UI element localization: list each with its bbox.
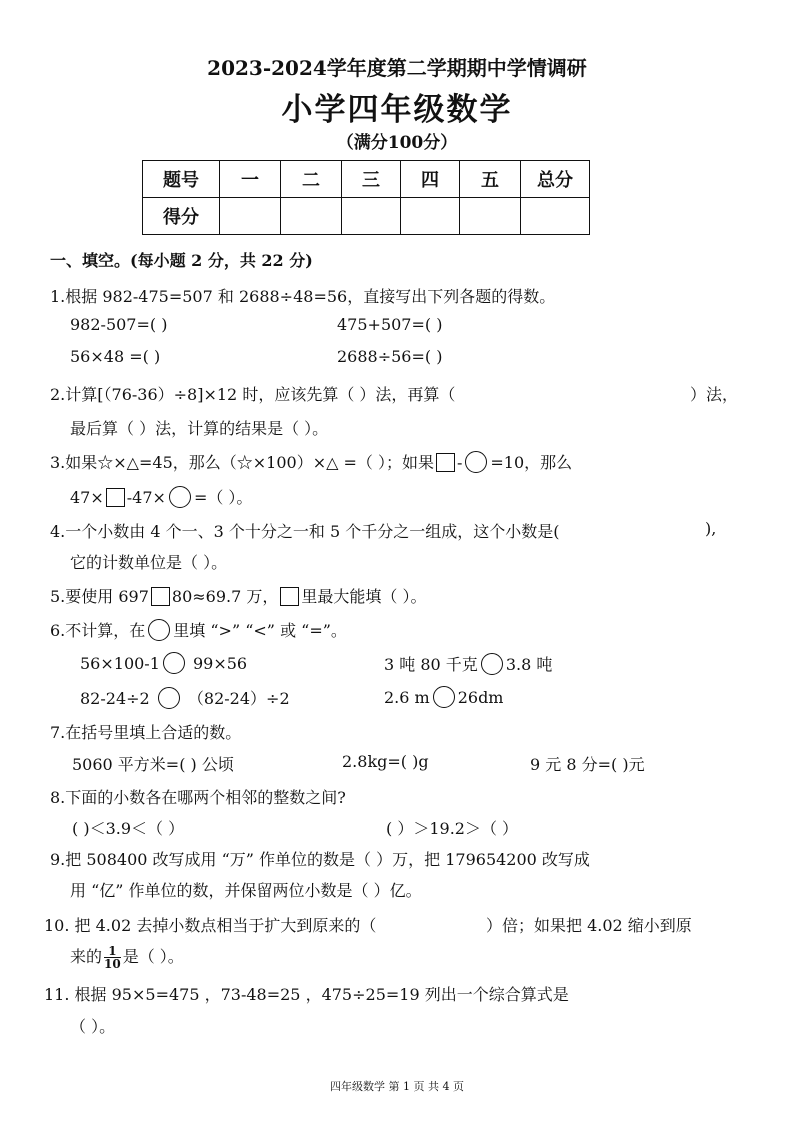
question-6-stem [50, 618, 347, 641]
expression: 2.6 m [384, 688, 430, 707]
question-7b: 2.8kg=( )g [342, 752, 429, 771]
score-table-cell: 三 [342, 161, 401, 198]
question-1b: 475+507=( ) [337, 315, 443, 334]
question-2-line1: 2.计算[（76-36）÷8]×12 时，应该先算（ ）法，再算（ [50, 385, 456, 404]
square-blank-icon [436, 453, 455, 472]
question-1c: 56×48 =( ) [70, 347, 161, 366]
circle-blank-icon [465, 451, 487, 473]
question-7c: 9 元 8 分=( )元 [530, 755, 645, 774]
fraction-denominator: 10 [104, 957, 121, 971]
question-4-line2: 它的计数单位是（ ）。 [70, 553, 228, 572]
question-2-line2: 最后算（ ）法，计算的结果是（ ）。 [70, 419, 329, 438]
question-6-text: 里填 “>” “<” 或 “=”。 [173, 621, 347, 640]
question-5-text: 里最大能填（ ）。 [301, 587, 427, 606]
question-1a: 982-507=( ) [70, 315, 168, 334]
question-2-line1-end: ）法， [690, 385, 739, 404]
question-6-text: 6.不计算，在 [50, 621, 146, 640]
question-3-text: -47× [126, 488, 166, 507]
circle-blank-icon [433, 686, 455, 708]
question-10-line2 [70, 944, 184, 970]
expression: 3 吨 80 千克 [384, 655, 478, 674]
circle-blank-icon [148, 619, 170, 641]
question-5-text: 80≈69.7 万， [171, 587, 279, 606]
page-title: 小学四年级数学 [281, 92, 513, 128]
question-3-text: 3.如果☆×△=45，那么（☆×100）×△ =（ ）；如果 [50, 453, 434, 472]
score-table-score-row [143, 198, 590, 235]
score-table-cell: 一 [220, 161, 281, 198]
score-table-cell: 得分 [143, 198, 220, 235]
score-input-cell[interactable] [281, 198, 342, 235]
square-blank-icon [280, 587, 299, 606]
expression: （82-24）÷2 [187, 689, 290, 708]
question-9-line1: 9.把 508400 改写成用 “万” 作单位的数是（ ）万，把 179654200 改写成 [50, 850, 590, 869]
score-input-cell[interactable] [401, 198, 460, 235]
question-4-line1: 4.一个小数由 4 个一、3 个十分之一和 5 个千分之一组成，这个小数是( [50, 522, 560, 541]
question-3-text: 47× [70, 488, 104, 507]
score-table-cell: 题号 [143, 161, 220, 198]
question-8-stem: 8.下面的小数各在哪两个相邻的整数之间? [50, 788, 346, 807]
score-input-cell[interactable] [342, 198, 401, 235]
question-3-line2 [70, 485, 252, 508]
section-title: 一、填空。(每小题 2 分，共 22 分) [50, 251, 313, 270]
page-footer: 四年级数学 第 1 页 共 4 页 [330, 1080, 464, 1093]
question-3-text: =（ ）。 [193, 488, 253, 507]
circle-blank-icon [481, 653, 503, 675]
score-table-cell: 总分 [521, 161, 590, 198]
question-9-line2: 用 “亿” 作单位的数，并保留两位小数是（ ）亿。 [70, 881, 422, 900]
score-input-cell[interactable] [220, 198, 281, 235]
question-1-stem: 1.根据 982-475=507 和 2688÷48=56，直接写出下列各题的得数。 [50, 287, 556, 306]
question-6-row2-right [384, 686, 503, 708]
score-table-header-row [143, 161, 590, 198]
question-7-stem: 7.在括号里填上合适的数。 [50, 723, 242, 742]
question-4-line1-end: ), [705, 519, 717, 538]
question-10-text: 是（ ）。 [122, 947, 184, 966]
question-11-line1: 11. 根据 95×5=475 ，73-48=25 ，475÷25=19 列出一个综合算式是 [44, 985, 569, 1004]
question-5 [50, 584, 426, 607]
question-7a: 5060 平方米=( ) 公顷 [72, 755, 234, 774]
question-6-row1-left [80, 652, 247, 674]
question-8a: ( )＜3.9＜（ ） [72, 819, 185, 838]
fraction-numerator: 1 [104, 945, 121, 958]
question-6-row2-left [80, 686, 290, 709]
question-10-line1: 10. 把 4.02 去掉小数点相当于扩大到原来的（ [44, 916, 377, 935]
expression: 56×100-1 [80, 654, 160, 673]
score-table-cell: 五 [460, 161, 521, 198]
expression: 99×56 [192, 654, 248, 673]
score-input-cell[interactable] [460, 198, 521, 235]
full-score: （满分100分） [336, 133, 458, 153]
expression: 3.8 吨 [505, 655, 553, 674]
question-6-row1-right [384, 652, 552, 675]
question-5-text: 5.要使用 697 [50, 587, 149, 606]
circle-blank-icon [158, 687, 180, 709]
circle-blank-icon [169, 486, 191, 508]
minus-sign: - [456, 453, 463, 472]
question-3-line1 [50, 450, 572, 473]
question-3-text: =10，那么 [490, 453, 573, 472]
score-table-cell: 四 [401, 161, 460, 198]
score-table-cell: 二 [281, 161, 342, 198]
question-11-line2: （ ）。 [70, 1017, 116, 1036]
question-10-line1-end: ）倍；如果把 4.02 缩小到原 [486, 916, 692, 935]
square-blank-icon [151, 587, 170, 606]
fraction [104, 945, 121, 970]
square-blank-icon [106, 488, 125, 507]
score-input-cell[interactable] [521, 198, 590, 235]
score-table [142, 160, 590, 235]
expression: 26dm [457, 688, 504, 707]
exam-heading: 2023-2024学年度第二学期期中学情调研 [207, 56, 587, 80]
question-10-text: 来的 [70, 947, 103, 966]
question-8b: ( ）＞19.2＞（ ） [386, 819, 519, 838]
circle-blank-icon [163, 652, 185, 674]
expression: 82-24÷2 [80, 689, 150, 708]
question-1d: 2688÷56=( ) [337, 347, 443, 366]
